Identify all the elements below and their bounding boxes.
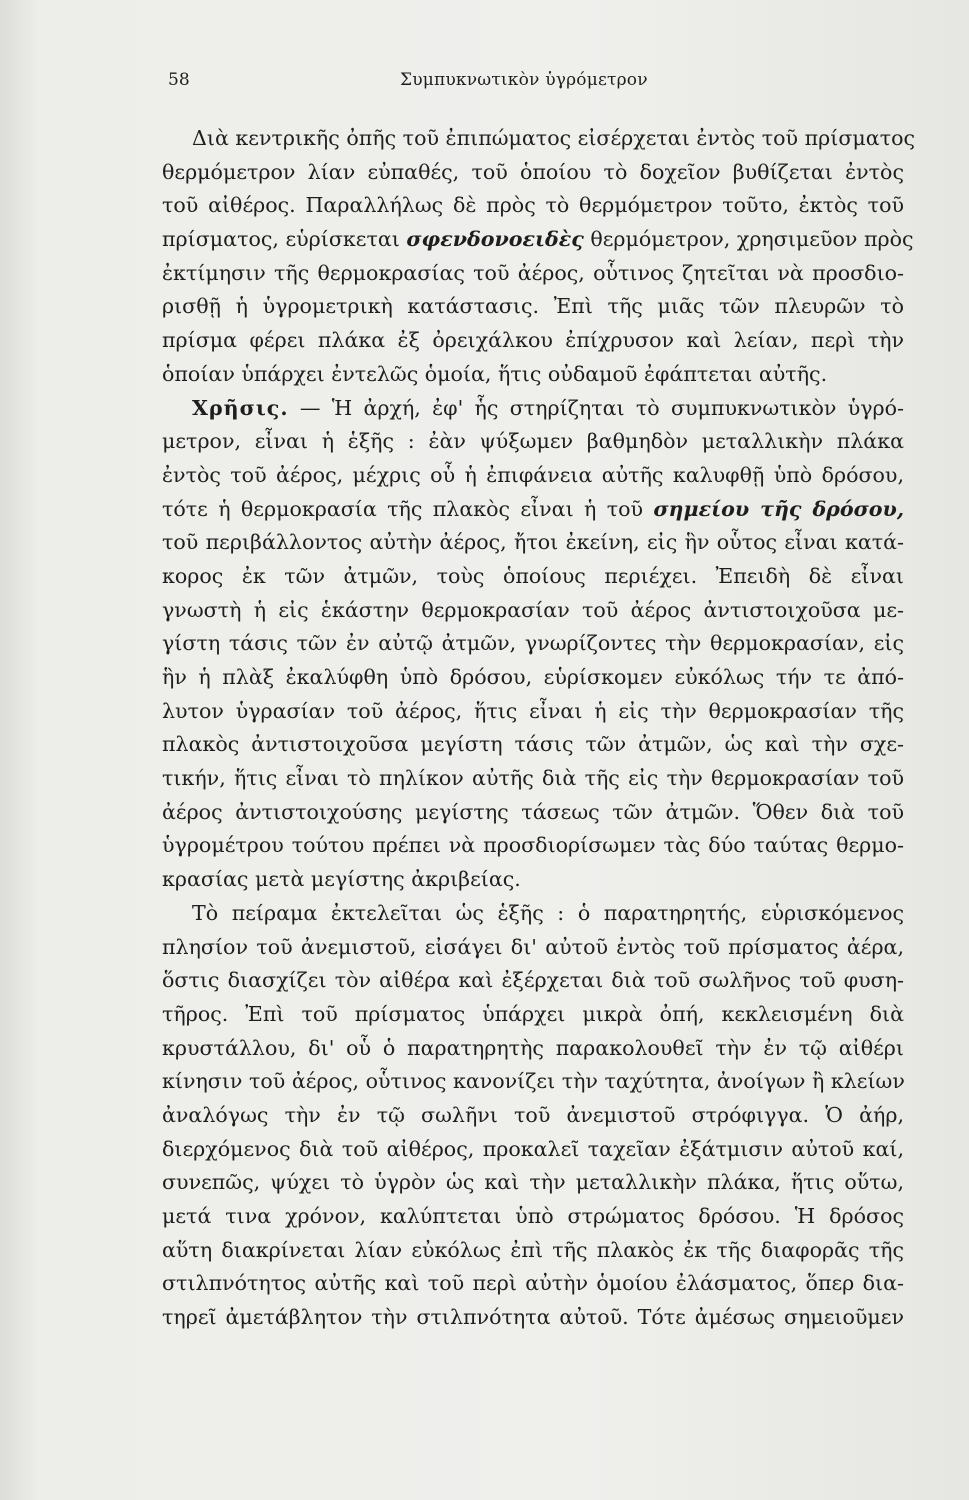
text-line: ἀναλόγως τὴν ἐν τῷ σωλῆνι τοῦ ἀνεμιστοῦ στρόφιγγα. Ὁ ἀήρ, (162, 1102, 904, 1127)
text-line: διερχόμενος διὰ τοῦ αἰθέρος, προκαλεῖ ταχεῖαν ἐξάτμισιν αὐτοῦ καί, (162, 1136, 904, 1161)
text-line: θερμόμετρον λίαν εὐπαθές, τοῦ ὁποίου τὸ δοχεῖον βυθίζεται ἐντὸς (162, 159, 904, 184)
paragraph-3 (162, 897, 904, 1335)
text-line: γνωστὴ ἡ εἰς ἑκάστην θερμοκρασίαν τοῦ ἀέρος ἀντιστοιχοῦσα με- (162, 597, 904, 622)
text-line: γίστη τάσις τῶν ἐν αὐτῷ ἀτμῶν, γνωρίζοντες τὴν θερμοκρασίαν, εἰς (162, 631, 904, 656)
text-line: πλησίον τοῦ ἀνεμιστοῦ, εἰσάγει δι' αὐτοῦ ἐντὸς τοῦ πρίσματος ἀέρα, (162, 934, 904, 959)
page-number: 58 (168, 70, 190, 90)
text-line: στιλπνότητος αὐτῆς καὶ τοῦ περὶ αὐτὴν ὁμοίου ἐλάσματος, ὅπερ δια- (162, 1271, 904, 1296)
text-line (162, 223, 914, 257)
text-line: λυτον ὑγρασίαν τοῦ ἀέρος, ἥτις εἶναι ἡ εἰς τὴν θερμοκρασίαν τῆς (162, 698, 904, 723)
text-line: μετά τινα χρόνον, καλύπτεται ὑπὸ στρώματος δρόσου. Ἡ δρόσος (162, 1204, 904, 1228)
text-segment: πρίσματος, εὑρίσκεται (162, 227, 407, 252)
text-line: κορος ἐκ τῶν ἀτμῶν, τοὺς ὁποίους περιέχει. Ἐπειδὴ δὲ εἶναι (162, 563, 904, 588)
text-line: πρίσμα φέρει πλάκα ἐξ ὀρειχάλκου ἐπίχρυσον καὶ λείαν, περὶ τὴν (162, 328, 904, 353)
text-line: ἐκτίμησιν τῆς θερμοκρασίας τοῦ ἀέρος, οὗτινος ζητεῖται νὰ προσδιο- (162, 260, 904, 285)
page-header (168, 70, 708, 100)
text-line: ρισθῇ ἡ ὑγρομετρικὴ κατάστασις. Ἐπὶ τῆς μιᾶς τῶν πλευρῶν τὸ (162, 294, 904, 319)
text-line: τικήν, ἥτις εἶναι τὸ πηλίκον αὐτῆς διὰ τῆς εἰς τὴν θερμοκρασίαν τοῦ (162, 766, 904, 791)
text-line: τηρεῖ ἀμετάβλητον τὴν στιλπνότητα αὐτοῦ. Τότε ἀμέσως σημειοῦμεν (162, 1305, 904, 1330)
text-line: κίνησιν τοῦ ἀέρος, οὗτινος κανονίζει τὴν ταχύτητα, ἀνοίγων ἢ κλείων (162, 1069, 905, 1094)
paragraph-1 (162, 122, 916, 392)
text-line: τοῦ αἰθέρος. Παραλλήλως δὲ πρὸς τὸ θερμόμετρον τοῦτο, ἐκτὸς τοῦ (162, 193, 904, 218)
running-title: Συμπυκνωτικὸν ὑγρόμετρον (400, 70, 648, 90)
text-line: τῆρος. Ἐπὶ τοῦ πρίσματος ὑπάρχει μικρὰ ὀπή, κεκλεισμένη διὰ (162, 1001, 904, 1026)
text-line: ἣν ἡ πλὰξ ἐκαλύφθη ὑπὸ δρόσου, εὑρίσκομεν εὐκόλως τήν τε ἀπό- (162, 665, 904, 689)
text-line: συνεπῶς, ψύχει τὸ ὑγρὸν ὡς καὶ τὴν μεταλλικὴν πλάκα, ἥτις οὕτω, (162, 1170, 904, 1195)
text-line: κρυστάλλου, δι' οὗ ὁ παρατηρητὴς παρακολουθεῖ τὴν ἐν τῷ αἰθέρι (162, 1035, 904, 1060)
text-line: ἐντὸς τοῦ ἀέρος, μέχρις οὗ ἡ ἐπιφάνεια αὐτῆς καλυφθῇ ὑπὸ δρόσου, (162, 462, 904, 487)
text-line (162, 493, 904, 527)
emphasized-term: σημείου τῆς δρόσου, (653, 496, 904, 521)
text-segment: θερμόμετρον, χρησιμεῦον πρὸς (583, 227, 914, 252)
text-line: Τὸ πείραμα ἐκτελεῖται ὡς ἑξῆς : ὁ παρατηρητής, εὑρισκόμενος (192, 900, 904, 925)
text-line: αὕτη διακρίνεται λίαν εὐκόλως ἐπὶ τῆς πλακὸς ἐκ τῆς διαφορᾶς τῆς (162, 1237, 904, 1262)
text-segment: — Ἡ ἀρχή, ἐφ' ἧς στηρίζηται τὸ συμπυκνωτικὸν ὑγρό- (299, 395, 904, 420)
text-line: ὁποίαν ὑπάρχει ἐντελῶς ὁμοία, ἥτις οὐδαμοῦ ἐφάπτεται αὐτῆς. (162, 361, 828, 386)
paragraph-2 (162, 392, 904, 897)
page-body (162, 122, 916, 1335)
text-line: Διὰ κεντρικῆς ὀπῆς τοῦ ἐπιπώματος εἰσέρχεται ἐντὸς τοῦ πρίσματος (192, 126, 916, 150)
section-label: Χρῆσις. (192, 395, 289, 420)
emphasized-term: σφενδονοειδὲς (406, 227, 584, 252)
text-line: πλακὸς ἀντιστοιχοῦσα μεγίστη τάσις τῶν ἀτμῶν, ὡς καὶ τὴν σχε- (162, 732, 904, 757)
text-line: ὅστις διασχίζει τὸν αἰθέρα καὶ ἐξέρχεται διὰ τοῦ σωλῆνος τοῦ φυση- (162, 968, 904, 993)
text-segment: τότε ἡ θερμοκρασία τῆς πλακὸς εἶναι ἡ τοῦ (162, 496, 654, 521)
text-line: ἀέρος ἀντιστοιχούσης μεγίστης τάσεως τῶν ἀτμῶν. Ὅθεν διὰ τοῦ (162, 799, 904, 824)
text-line: ὑγρομέτρου τούτου πρέπει νὰ προσδιορίσωμεν τὰς δύο ταύτας θερμο- (162, 833, 904, 858)
text-line: μετρον, εἶναι ἡ ἑξῆς : ἐὰν ψύξωμεν βαθμηδὸν μεταλλικὴν πλάκα (162, 429, 904, 454)
text-line (162, 392, 904, 426)
text-line: τοῦ περιβάλλοντος αὐτὴν ἀέρος, ἤτοι ἐκείνη, εἰς ἣν οὗτος εἶναι κατά- (162, 530, 904, 555)
text-line: κρασίας μετὰ μεγίστης ἀκριβείας. (162, 867, 521, 892)
